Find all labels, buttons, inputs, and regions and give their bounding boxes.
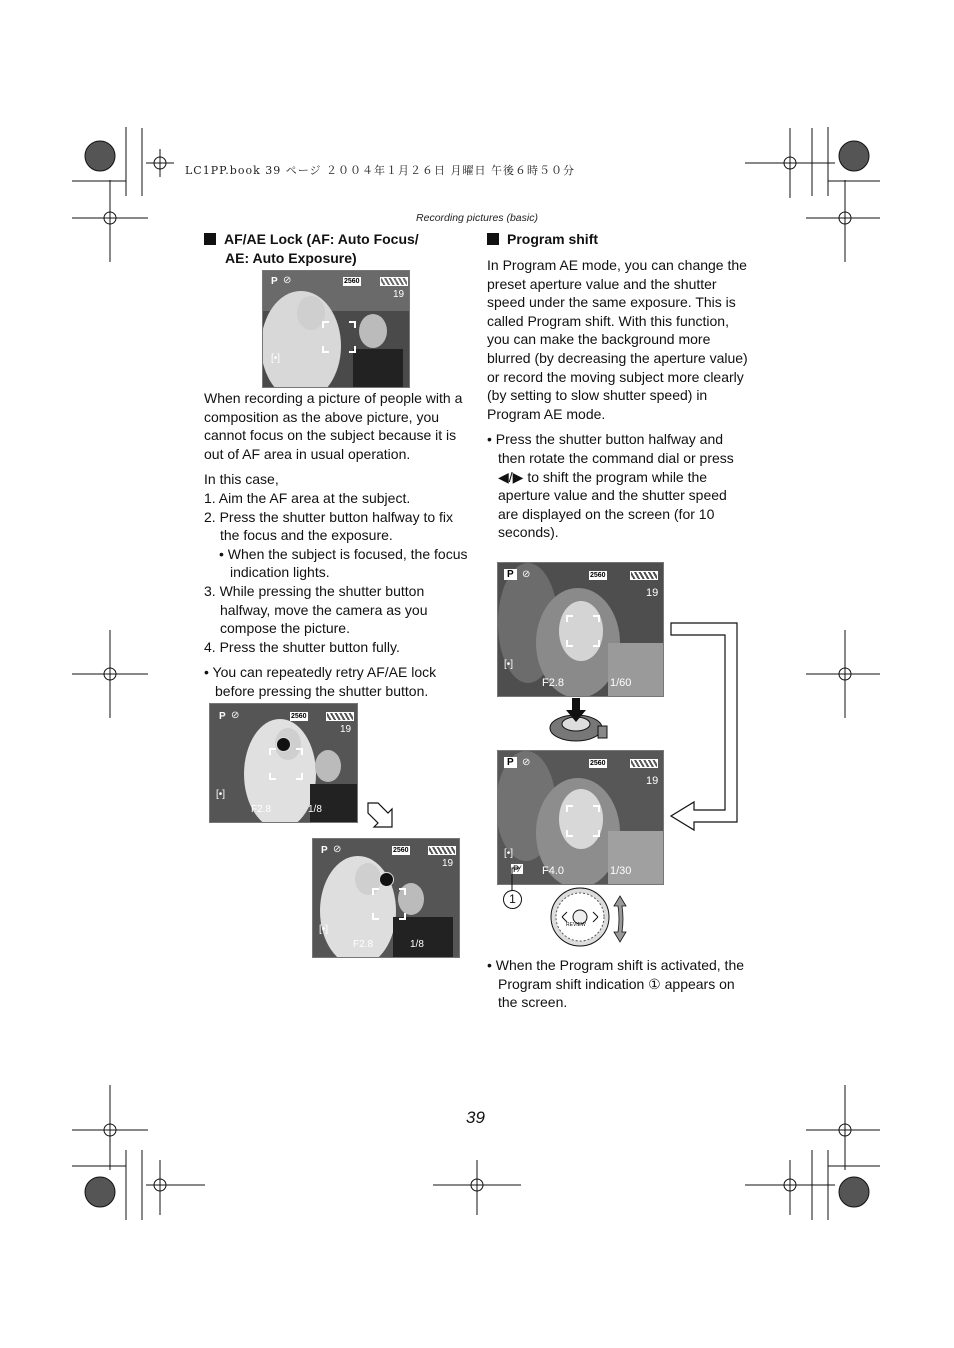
shots-remaining: 19 <box>646 587 659 599</box>
shots-remaining: 19 <box>340 724 352 735</box>
step-2: 2. Press the shutter button halfway to fix the focus and the exposure. <box>204 508 454 544</box>
diagonal-arrow-icon <box>364 799 396 831</box>
battery-icon <box>380 277 408 286</box>
resolution-badge: 2560 <box>344 278 360 285</box>
af-frame <box>564 803 602 839</box>
lcd-screen-1 <box>262 270 410 388</box>
mode-indicator: P <box>504 757 517 768</box>
aperture-value: F2.8 <box>353 939 374 950</box>
running-title: Recording pictures (basic) <box>416 212 538 224</box>
section-marker-icon <box>487 233 499 245</box>
print-header: LC1PP.book 39 ページ ２００４年１月２６日 月曜日 午後６時５０分 <box>185 164 576 177</box>
aperture-value: F4.0 <box>542 865 565 877</box>
step-2-note: • When the subject is focused, the focus indication lights. <box>219 545 468 581</box>
section-title-program-shift: Program shift <box>487 230 598 249</box>
metering-icon: [•] <box>319 924 329 935</box>
program-shift-note <box>487 956 749 1012</box>
shutter-speed: 1/8 <box>410 939 424 950</box>
title-line-1: AF/AE Lock (AF: Auto Focus/ <box>224 231 419 247</box>
flash-off-icon: ⊘ <box>522 757 531 768</box>
dial-review-label: REVIEW <box>566 922 586 928</box>
metering-icon: [•] <box>271 353 281 364</box>
mode-indicator: P <box>219 711 226 722</box>
program-shift-icon: P⁄ <box>513 864 521 874</box>
steps-list <box>204 489 468 656</box>
af-frame <box>370 886 408 922</box>
callout-number-1: 1 <box>503 890 522 909</box>
mode-indicator: P <box>271 276 278 287</box>
step-3: 3. While pressing the shutter button halfway, move the camera as you compose the picture. <box>204 582 428 637</box>
resolution-badge: 2560 <box>393 847 409 854</box>
program-shift-text <box>487 256 749 542</box>
battery-icon <box>326 712 354 721</box>
section-marker-icon <box>204 233 216 245</box>
program-shift-step: • Press the shutter button halfway and then rotate the command dial or press ◀/▶ to shift the program while the aperture value and the shutter speed are displayed on the screen (for 10 seconds). <box>487 431 734 541</box>
flash-off-icon: ⊘ <box>522 569 531 580</box>
shutter-speed: 1/60 <box>610 677 632 689</box>
title-line-2: AE: Auto Exposure) <box>225 250 357 266</box>
battery-icon <box>630 759 658 768</box>
af-intro: When recording a picture of people with a composition as the above picture, you cannot focus on the subject because it is out of AF area in usual operation. <box>204 390 463 462</box>
af-lock-text <box>204 389 468 701</box>
mode-indicator: P <box>321 845 328 856</box>
lcd-screen-3 <box>312 838 460 958</box>
aperture-value: F2.8 <box>251 804 272 815</box>
lcd-screen-4 <box>497 562 664 697</box>
focus-indicator-icon <box>379 872 394 887</box>
step-4: 4. Press the shutter button fully. <box>204 638 400 655</box>
program-shift-indicator-note: • When the Program shift is activated, the Program shift indication ① appears on the screen. <box>487 957 745 1011</box>
battery-icon <box>630 571 658 580</box>
mode-indicator: P <box>504 569 517 580</box>
flash-off-icon: ⊘ <box>231 710 240 721</box>
metering-icon: [•] <box>216 789 226 800</box>
flash-off-icon: ⊘ <box>283 275 292 286</box>
step-1: 1. Aim the AF area at the subject. <box>204 489 411 506</box>
retry-note: • You can repeatedly retry AF/AE lock before pressing the shutter button. <box>204 664 437 699</box>
resolution-badge: 2560 <box>291 713 307 720</box>
page-number: 39 <box>466 1108 485 1127</box>
shutter-speed: 1/8 <box>308 804 322 815</box>
shots-remaining: 19 <box>442 858 454 869</box>
aperture-value: F2.8 <box>542 677 565 689</box>
resolution-badge: 2560 <box>590 572 606 579</box>
af-frame <box>267 746 305 782</box>
section-title-af-ae-lock <box>204 230 466 268</box>
shots-remaining: 19 <box>393 289 405 300</box>
battery-icon <box>428 846 456 855</box>
metering-icon: [•] <box>504 848 514 859</box>
bracket-arrow-icon <box>668 620 743 832</box>
metering-icon: [•] <box>504 659 514 670</box>
shots-remaining: 19 <box>646 775 659 787</box>
rotate-arrow-icon <box>612 894 628 944</box>
program-shift-intro: In Program AE mode, you can change the preset aperture value and the shutter speed under the same exposure. This is called Program shift. With this function, you can make the background more blurred (by decreasing the aperture value) or record the moving subject more clearly (by setting to slow shutter speed) in Program AE mode. <box>487 257 748 422</box>
in-this-case: In this case, <box>204 471 279 488</box>
af-frame <box>564 613 602 649</box>
resolution-badge: 2560 <box>590 760 606 767</box>
shutter-speed: 1/30 <box>610 865 632 877</box>
lcd-screen-2 <box>209 703 358 823</box>
shutter-button-press-icon <box>548 698 608 746</box>
af-frame <box>320 319 358 355</box>
flash-off-icon: ⊘ <box>333 844 342 855</box>
command-dial-icon <box>549 886 611 948</box>
